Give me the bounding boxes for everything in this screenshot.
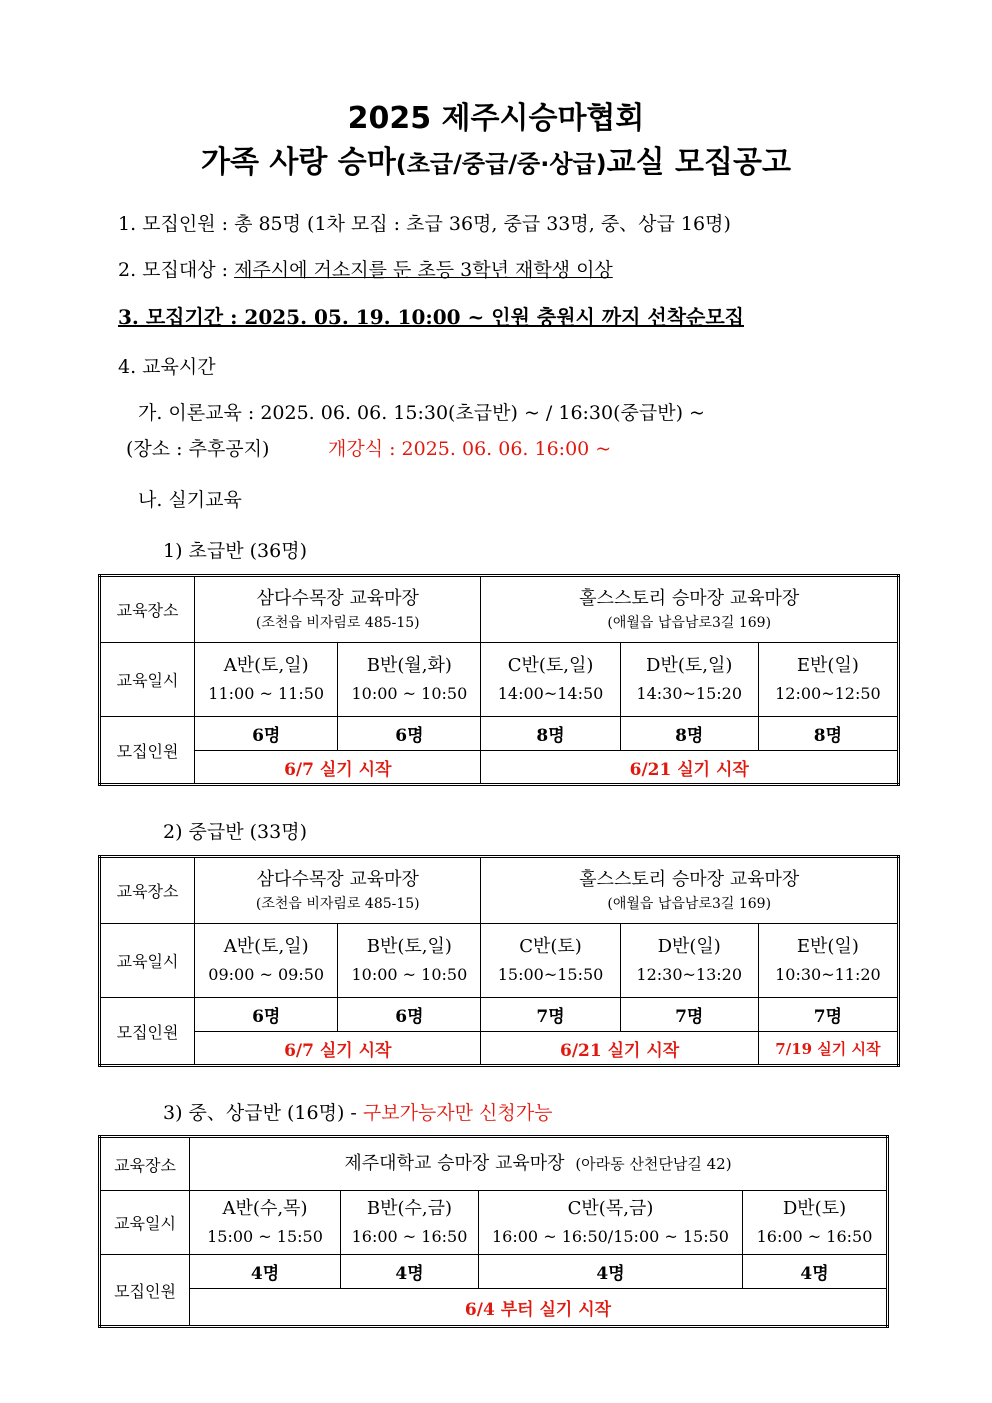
opening-ceremony: 개강식 : 2025. 06. 06. 16:00 ~ <box>328 438 612 460</box>
class-cell <box>743 1191 888 1255</box>
subtitle-part-2: 교실 모집공고 <box>606 145 791 180</box>
class-name: B반(월,화) <box>366 654 452 676</box>
class-count: 4명 <box>479 1255 743 1289</box>
class-cell <box>479 1191 743 1255</box>
class-cell <box>195 924 338 998</box>
venue-cell <box>481 857 899 924</box>
class-cell <box>338 643 481 717</box>
class-time: 12:30~13:20 <box>636 964 743 984</box>
venue-address: (조천읍 비자림로 485-15) <box>255 614 420 631</box>
date-label: 교육일시 <box>100 1191 190 1255</box>
class-time: 14:30~15:20 <box>636 683 743 703</box>
practice-start: 6/7 실기 시작 <box>195 751 481 785</box>
target-value: 제주시에 거소지를 둔 초등 3학년 재학생 이상 <box>234 259 613 281</box>
class-name: A반(토,일) <box>223 935 309 957</box>
class-cell <box>338 924 481 998</box>
class-name: E반(일) <box>796 654 859 676</box>
venue-address: (애월읍 납읍남로3길 169) <box>607 614 772 631</box>
item-education-time: 4. 교육시간 <box>118 356 216 378</box>
class-count: 6명 <box>195 998 338 1032</box>
venue-name: 홀스스토리 승마장 교육마장 <box>579 868 800 890</box>
class-count: 6명 <box>195 717 338 751</box>
class-time: 12:00~12:50 <box>775 683 881 703</box>
people-label: 모집인원 <box>100 717 195 785</box>
venue-name: 삼다수목장 교육마장 <box>256 587 419 609</box>
place-label: 교육장소 <box>100 576 195 643</box>
class-cell <box>190 1191 341 1255</box>
venue-name: 삼다수목장 교육마장 <box>256 868 419 890</box>
class-time: 14:00~14:50 <box>497 683 604 703</box>
venue-cell <box>195 576 481 643</box>
class-name: D반(토,일) <box>646 654 733 676</box>
class-count: 4명 <box>341 1255 479 1289</box>
intermediate-table <box>98 855 900 1067</box>
venue-address: (조천읍 비자림로 485-15) <box>255 895 420 912</box>
class-name: E반(일) <box>796 935 859 957</box>
class-time: 15:00 ~ 15:50 <box>207 1226 323 1246</box>
class-name: C반(토,일) <box>507 654 594 676</box>
class-name: D반(일) <box>657 935 721 957</box>
place-label: 교육장소 <box>100 857 195 924</box>
class-time: 10:30~11:20 <box>775 964 881 984</box>
class-name: D반(토) <box>782 1197 847 1219</box>
advanced-note: 구보가능자만 신청가능 <box>362 1102 553 1124</box>
venue-address: (애월읍 납읍남로3길 169) <box>607 895 772 912</box>
advanced-table <box>98 1135 889 1328</box>
class-cell <box>620 924 758 998</box>
class-name: B반(토,일) <box>366 935 452 957</box>
class-time: 10:00 ~ 10:50 <box>351 683 468 703</box>
people-label: 모집인원 <box>100 998 195 1066</box>
class-time: 16:00 ~ 16:50/15:00 ~ 15:50 <box>492 1226 729 1246</box>
class-count: 8명 <box>481 717 620 751</box>
item-recruit-count: 1. 모집인원 : 총 85명 (1차 모집 : 초급 36명, 중급 33명, 중、상급 16명) <box>118 213 731 235</box>
practice-start: 6/21 실기 시작 <box>481 1032 758 1066</box>
theory-education: 가. 이론교육 : 2025. 06. 06. 15:30(초급반) ~ / 16:30(중급반) ~ <box>138 402 705 424</box>
section-intermediate: 2) 중급반 (33명) <box>163 821 307 843</box>
class-cell <box>341 1191 479 1255</box>
venue-name: 홀스스토리 승마장 교육마장 <box>579 587 800 609</box>
date-label: 교육일시 <box>100 643 195 717</box>
item-target <box>118 255 613 282</box>
page-title: 2025 제주시승마협회 <box>347 101 645 136</box>
item-period: 3. 모집기간 : 2025. 05. 19. 10:00 ~ 인원 충원시 까지 선착순모집 <box>118 305 744 329</box>
class-cell <box>195 643 338 717</box>
practice-education: 나. 실기교육 <box>138 489 242 511</box>
page-subtitle <box>0 137 992 181</box>
class-time: 11:00 ~ 11:50 <box>208 683 325 703</box>
section-beginner: 1) 초급반 (36명) <box>163 540 307 562</box>
class-cell <box>620 643 758 717</box>
venue-cell <box>195 857 481 924</box>
class-cell <box>758 924 898 998</box>
people-label: 모집인원 <box>100 1255 190 1327</box>
venue-name: 제주대학교 승마장 교육마장 <box>344 1153 565 1174</box>
class-time: 16:00 ~ 16:50 <box>756 1226 873 1246</box>
practice-start: 6/7 실기 시작 <box>195 1032 481 1066</box>
class-time: 09:00 ~ 09:50 <box>208 964 325 984</box>
class-name: A반(수,목) <box>222 1197 308 1219</box>
class-count: 6명 <box>338 717 481 751</box>
class-cell <box>758 643 898 717</box>
class-time: 15:00~15:50 <box>497 964 604 984</box>
venue-cell <box>481 576 899 643</box>
class-count: 4명 <box>743 1255 888 1289</box>
class-name: B반(수,금) <box>366 1197 453 1219</box>
practice-start: 6/4 부터 실기 시작 <box>190 1289 888 1327</box>
venue-cell <box>190 1137 888 1191</box>
class-count: 7명 <box>481 998 620 1032</box>
class-time: 10:00 ~ 10:50 <box>351 964 468 984</box>
section-advanced <box>163 1098 552 1125</box>
subtitle-part-1: 가족 사랑 승마 <box>201 145 396 180</box>
practice-start: 6/21 실기 시작 <box>481 751 899 785</box>
beginner-table <box>98 574 900 786</box>
class-count: 6명 <box>338 998 481 1032</box>
class-cell <box>481 643 620 717</box>
theory-place: (장소 : 추후공지) <box>126 438 270 460</box>
target-label: 2. 모집대상 : <box>118 259 235 281</box>
class-name: A반(토,일) <box>223 654 309 676</box>
advanced-title: 3) 중、상급반 (16명) - <box>163 1102 363 1124</box>
class-cell <box>481 924 620 998</box>
class-count: 7명 <box>620 998 758 1032</box>
practice-start: 7/19 실기 시작 <box>758 1032 898 1066</box>
class-count: 8명 <box>758 717 898 751</box>
class-count: 8명 <box>620 717 758 751</box>
subtitle-levels: (초급/중급/중·상급) <box>395 150 607 178</box>
date-label: 교육일시 <box>100 924 195 998</box>
class-count: 4명 <box>190 1255 341 1289</box>
class-count: 7명 <box>758 998 898 1032</box>
class-time: 16:00 ~ 16:50 <box>351 1226 468 1246</box>
class-name: C반(목,금) <box>567 1197 654 1219</box>
class-name: C반(토) <box>519 935 582 957</box>
place-label: 교육장소 <box>100 1137 190 1191</box>
venue-address: (아라동 산천단남길 42) <box>575 1155 732 1173</box>
